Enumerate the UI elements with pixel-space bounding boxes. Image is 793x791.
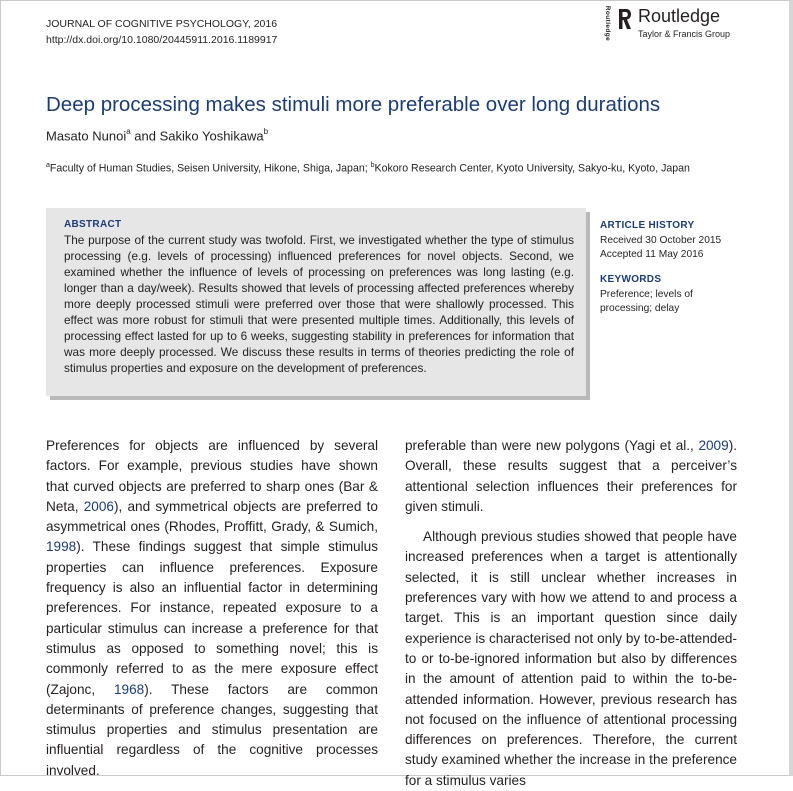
affil-b: Kokoro Research Center, Kyoto University, Sakyo-ku, Kyoto, Japan	[374, 162, 690, 175]
author-2-affil-mark: b	[263, 127, 269, 136]
keywords-line-1: Preference; levels of	[600, 288, 693, 300]
citation-link[interactable]: 1998	[46, 539, 77, 555]
body-paragraph: Preferences for objects are influenced by several factors. For example, previous studies have shown that curved objects are preferred to sharp ones (Bar & Neta, 2006), and symmetrical objects are preferred to asymmetrical ones (Rhodes, Proffitt, Grady, & Sumich, 1998). These findings suggest that simple stimulus properties can influence preferences. Exposure frequency is also an influential factor in determining preferences. For instance, repeated exposure to a particular stimulus can increase a preference for that stimulus as opposed to something novel; this is commonly referred to as the mere exposure effect (Zajonc, 1968). These factors are common determinants of preference changes, suggesting that stimulus properties and stimulus presentation are influential regardless of the cognitive processes involved.	[46, 438, 378, 778]
citation-link[interactable]: 2009	[698, 438, 729, 453]
publisher-name: Routledge	[638, 6, 721, 26]
author-2[interactable]: Sakiko Yoshikawa	[159, 128, 264, 144]
affil-a: Faculty of Human Studies, Seisen University, Hikone, Shiga, Japan;	[49, 162, 371, 175]
publisher-subtitle: Taylor & Francis Group	[638, 29, 731, 39]
affil-a-mark: a	[46, 162, 50, 169]
abstract-box	[46, 208, 586, 396]
author-1[interactable]: Masato Nunoi	[46, 128, 127, 144]
keywords	[600, 273, 693, 317]
article-history-heading: ARTICLE HISTORY	[600, 220, 695, 231]
page-edge-shadow	[789, 0, 793, 776]
abstract-heading: ABSTRACT	[64, 219, 122, 230]
author-separator: and	[130, 128, 160, 144]
article-history	[600, 219, 721, 263]
body-column-right	[405, 436, 737, 791]
body-column-left	[46, 436, 378, 781]
body-paragraph: Although previous studies showed that people have increased preferences when a target is attentionally selected, it is still unclear whether increases in preferences vary with how we attend to and process a target. This is an important question since daily experience is characterised not only by to-be-attended-to or to-be-ignored information but also by differences in the amount of attention paid to within the to-be-attended information. However, previous research has not focused on the influence of attentional processing differences on preferences. Therefore, the current study examined whether the increase in the preference for a stimulus varies	[405, 529, 737, 788]
abstract-text: The purpose of the current study was twofold. First, we investigated whether the type of stimulus processing (e.g. levels of processing) influenced preferences for novel objects. Second, we examined whether the influence of levels of processing on preferences was long lasting (e.g. longer than a day/week). Results showed that levels of processing affected preferences whereby more deeply processed stimuli were preferred over those that were shallowly processed. This effect was more robust for stimuli that were presented multiple times. Additionally, this levels of processing effect lasted for up to 6 weeks, suggesting stability in preferences for information that was more deeply processed. We discuss these results in terms of theories predicting the role of stimulus properties and exposure on the development of preferences.	[64, 233, 574, 375]
affiliations	[46, 158, 758, 177]
routledge-mark-icon	[618, 8, 632, 30]
journal-name: JOURNAL OF COGNITIVE PSYCHOLOGY, 2016	[46, 18, 278, 30]
body-paragraph: preferable than were new polygons (Yagi et al., 2009). Overall, these results suggest that a perceiver’s attentional selection influences their preferences for given stimuli.	[405, 438, 737, 514]
keywords-heading: KEYWORDS	[600, 274, 662, 285]
accepted-date: Accepted 11 May 2016	[600, 249, 704, 260]
citation-link[interactable]: 2006	[83, 498, 114, 514]
publisher-rotated-label: Routledge	[604, 5, 612, 42]
author-1-affil-mark: a	[126, 127, 131, 136]
author-line	[46, 128, 268, 143]
affil-b-mark: b	[370, 162, 375, 169]
keywords-line-2: processing; delay	[600, 303, 680, 314]
doi-link[interactable]: http://dx.doi.org/10.1080/20445911.2016.1189917	[46, 34, 278, 46]
journal-header	[46, 16, 277, 48]
publisher-logo	[604, 6, 754, 46]
citation-link[interactable]: 1968	[113, 681, 145, 697]
received-date: Received 30 October 2015	[600, 234, 722, 246]
article-title: Deep processing makes stimuli more preferable over long durations	[46, 93, 661, 116]
